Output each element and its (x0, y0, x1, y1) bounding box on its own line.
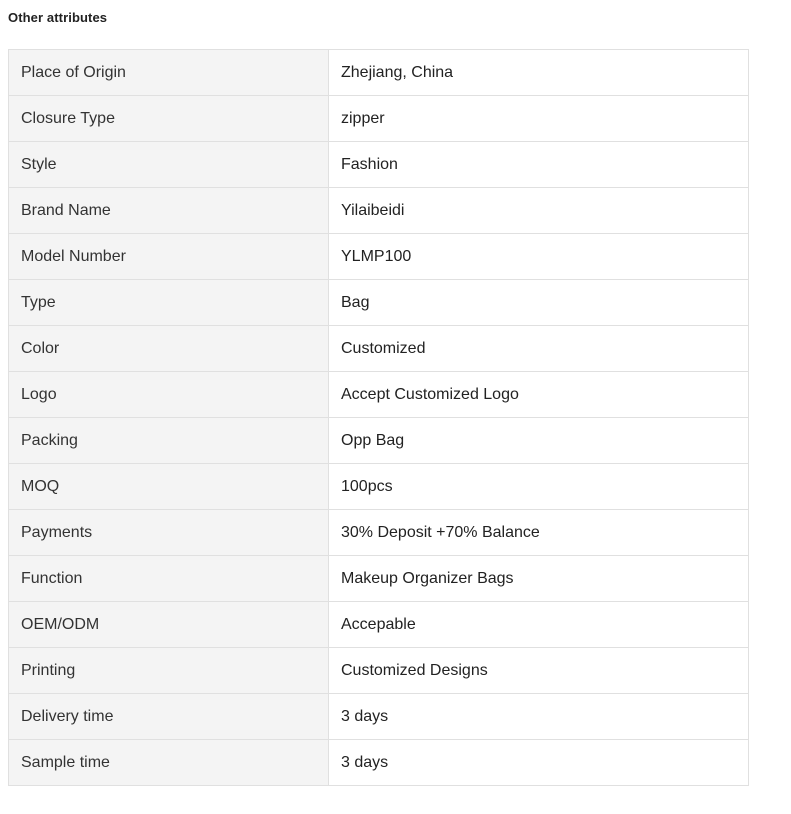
attribute-label: Logo (9, 372, 329, 418)
table-row (9, 96, 749, 142)
attribute-value: Fashion (329, 142, 749, 188)
attribute-label: Sample time (9, 740, 329, 786)
attribute-label: Payments (9, 510, 329, 556)
table-row (9, 694, 749, 740)
attribute-value: Zhejiang, China (329, 50, 749, 96)
table-row (9, 188, 749, 234)
attribute-value: 3 days (329, 694, 749, 740)
attribute-value: zipper (329, 96, 749, 142)
table-row (9, 556, 749, 602)
attribute-label: Delivery time (9, 694, 329, 740)
attribute-label: Style (9, 142, 329, 188)
table-row (9, 234, 749, 280)
table-row (9, 418, 749, 464)
section-title: Other attributes (8, 10, 108, 25)
attribute-value: Customized Designs (329, 648, 749, 694)
attribute-value: YLMP100 (329, 234, 749, 280)
table-row (9, 142, 749, 188)
attribute-label: OEM/ODM (9, 602, 329, 648)
table-row (9, 510, 749, 556)
table-row (9, 740, 749, 786)
attribute-label: Brand Name (9, 188, 329, 234)
attributes-table (8, 49, 749, 786)
attribute-value: Bag (329, 280, 749, 326)
table-row (9, 50, 749, 96)
attribute-label: Closure Type (9, 96, 329, 142)
attribute-label: Model Number (9, 234, 329, 280)
attribute-label: MOQ (9, 464, 329, 510)
attribute-value: Opp Bag (329, 418, 749, 464)
attribute-value: 30% Deposit +70% Balance (329, 510, 749, 556)
attribute-value: 100pcs (329, 464, 749, 510)
table-row (9, 372, 749, 418)
attribute-value: Makeup Organizer Bags (329, 556, 749, 602)
table-row (9, 464, 749, 510)
attribute-label: Type (9, 280, 329, 326)
attribute-label: Function (9, 556, 329, 602)
attribute-value: Accepable (329, 602, 749, 648)
table-row (9, 280, 749, 326)
attribute-label: Printing (9, 648, 329, 694)
attribute-label: Packing (9, 418, 329, 464)
table-row (9, 648, 749, 694)
attribute-value: Accept Customized Logo (329, 372, 749, 418)
table-row (9, 326, 749, 372)
attribute-label: Place of Origin (9, 50, 329, 96)
attribute-value: Yilaibeidi (329, 188, 749, 234)
attribute-value: Customized (329, 326, 749, 372)
table-row (9, 602, 749, 648)
attribute-label: Color (9, 326, 329, 372)
attribute-value: 3 days (329, 740, 749, 786)
